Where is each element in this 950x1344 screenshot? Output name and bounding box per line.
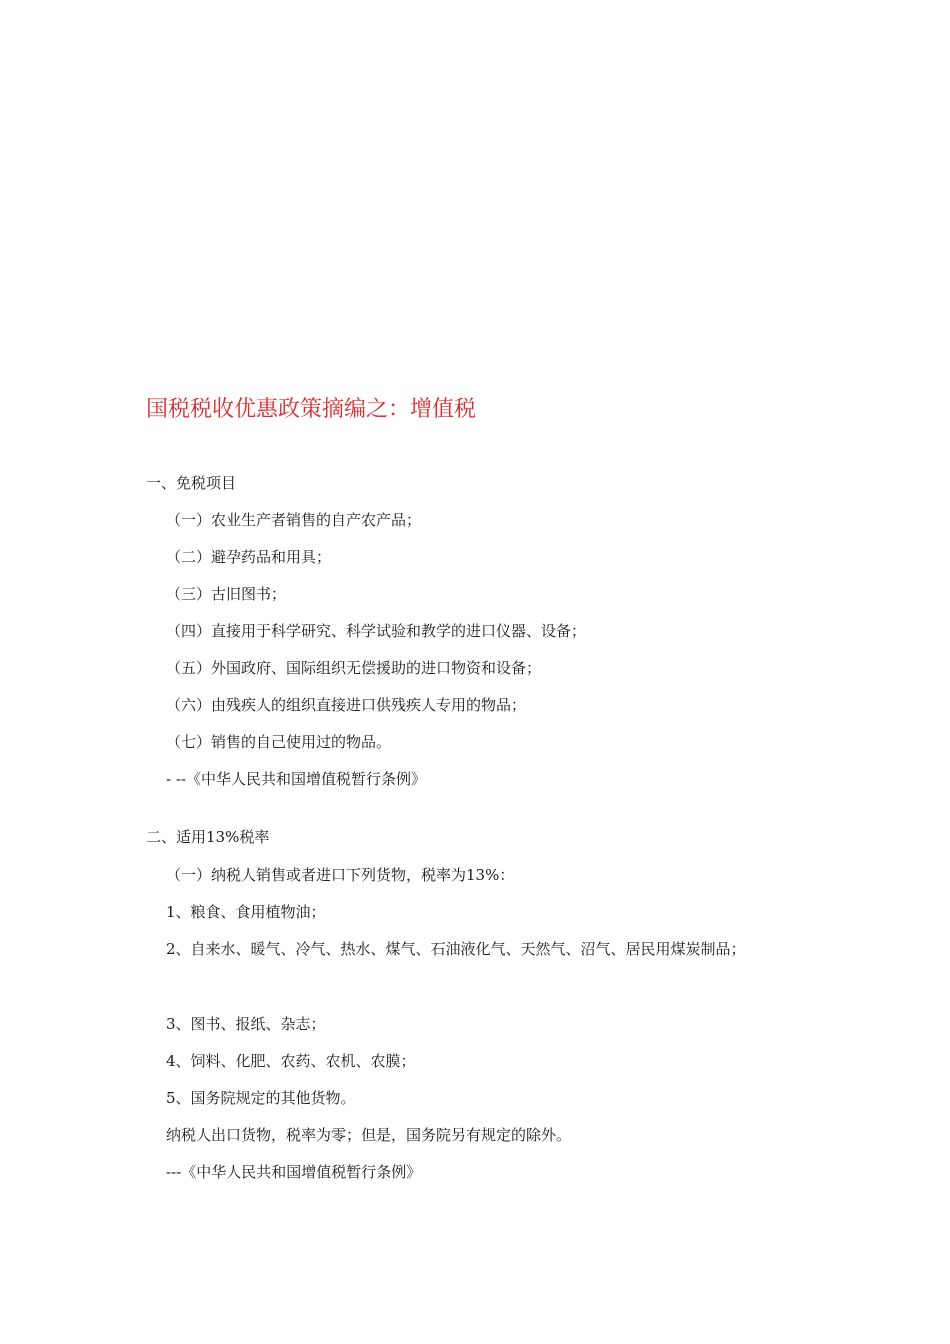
section2-source: ---《中华人民共和国增值税暂行条例》 [166,1163,422,1181]
section2-item: 4、饲料、化肥、农药、农机、农膜； [166,1052,416,1070]
section1-heading: 一、免税项目 [146,474,237,492]
section1-item: （四）直接用于科学研究、科学试验和教学的进口仪器、设备； [166,622,587,640]
section2-heading: 二、适用13%税率 [146,828,270,846]
section1-item: （一）农业生产者销售的自产农产品； [166,511,422,529]
document-title: 国税税收优惠政策摘编之：增值税 [146,397,477,422]
section1-source: - --《中华人民共和国增值税暂行条例》 [166,770,426,788]
section2-export-note: 纳税人出口货物，税率为零；但是，国务院另有规定的除外。 [166,1126,572,1144]
section1-item: （二）避孕药品和用具； [166,548,332,566]
section1-item: （三）古旧图书； [166,585,287,603]
section2-intro: （一）纳税人销售或者进口下列货物，税率为13%： [166,866,515,884]
section1-item: （五）外国政府、国际组织无偿援助的进口物资和设备； [166,659,542,677]
section2-item: 5、国务院规定的其他货物。 [166,1089,356,1107]
section1-item: （七）销售的自己使用过的物品。 [166,733,392,751]
section2-item: 3、图书、报纸、杂志； [166,1015,326,1033]
section2-item: 1、粮食、食用植物油； [166,903,326,921]
section2-item: 2、自来水、暖气、冷气、热水、煤气、石油液化气、天然气、沼气、居民用煤炭制品； [166,940,746,958]
section1-item: （六）由残疾人的组织直接进口供残疾人专用的物品； [166,696,527,714]
